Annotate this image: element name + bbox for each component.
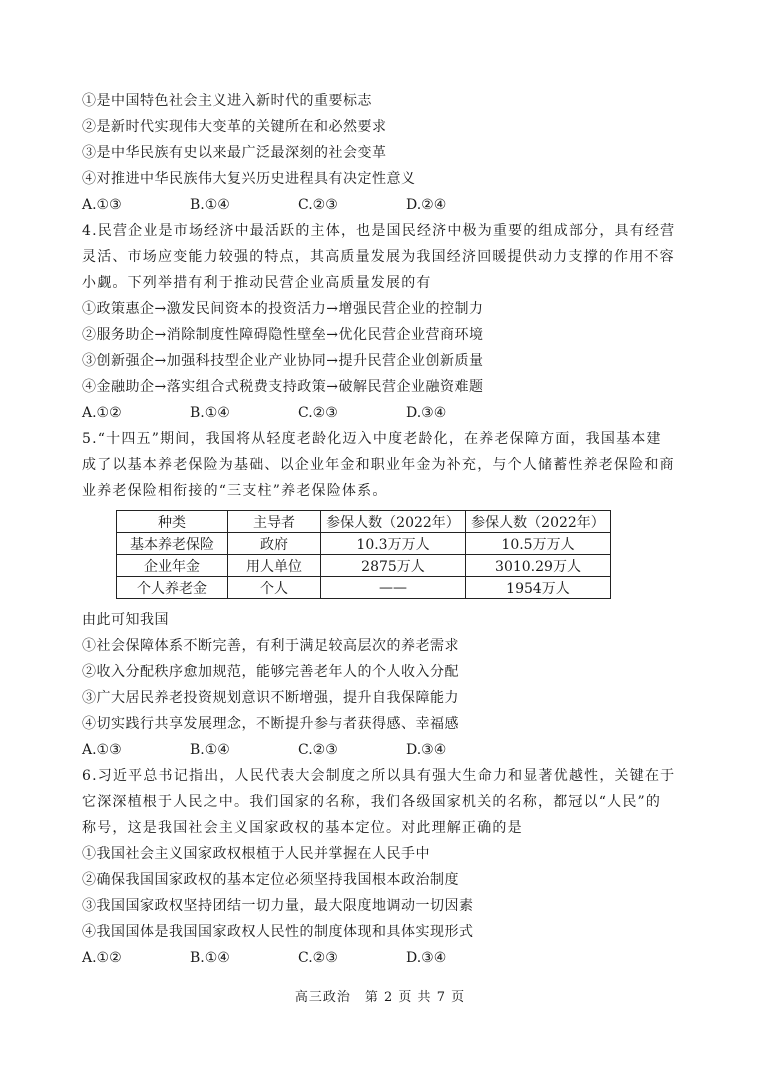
choice-d: D.③④ bbox=[406, 950, 447, 966]
choice-d: D.③④ bbox=[406, 742, 447, 758]
table-row bbox=[117, 555, 611, 577]
choice-c: C.②③ bbox=[298, 742, 338, 758]
option-statement: ②是新时代实现伟大变革的关键所在和必然要求 bbox=[82, 119, 387, 135]
question-3-choices bbox=[82, 192, 682, 218]
choice-a: A.①③ bbox=[82, 197, 122, 213]
choice-b: B.①④ bbox=[190, 950, 230, 966]
choice-c: C.②③ bbox=[298, 405, 338, 421]
option-statement: ④金融助企→落实组合式税费支持政策→破解民营企业融资难题 bbox=[82, 379, 484, 395]
table-cell: 10.3万万人 bbox=[321, 533, 466, 555]
option-statement: ①社会保障体系不断完善，有利于满足较高层次的养老需求 bbox=[82, 638, 459, 654]
option-statement: ①是中国特色社会主义进入新时代的重要标志 bbox=[82, 93, 372, 109]
question-6-items bbox=[82, 841, 682, 945]
question-3-items bbox=[82, 88, 682, 192]
choice-a: A.①③ bbox=[82, 742, 122, 758]
table-cell: 3010.29万人 bbox=[466, 555, 611, 577]
option-statement: ④我国国体是我国国家政权人民性的制度体现和具体实现形式 bbox=[82, 924, 474, 940]
question-4-items bbox=[82, 296, 682, 400]
option-statement: ②确保我国国家政权的基本定位必须坚持我国根本政治制度 bbox=[82, 872, 459, 888]
question-5-stem bbox=[82, 426, 682, 504]
table-cell: 个人 bbox=[228, 577, 321, 599]
table-cell: 个人养老金 bbox=[117, 577, 228, 599]
question-4-choices bbox=[82, 400, 682, 426]
stem-line: 4.民营企业是市场经济中最活跃的主体，也是国民经济中极为重要的组成部分，具有经营 bbox=[82, 223, 676, 239]
table-header: 参保人数（2022年） bbox=[466, 511, 611, 533]
question-6-stem bbox=[82, 763, 682, 841]
table-cell: 10.5万万人 bbox=[466, 533, 611, 555]
table-cell: 用人单位 bbox=[228, 555, 321, 577]
stem-line: 它深深植根于人民之中。我们国家的名称，我们各级国家机关的名称，都冠以“人民”的 bbox=[82, 794, 662, 810]
choice-b: B.①④ bbox=[190, 197, 230, 213]
question-4-stem bbox=[82, 218, 682, 296]
choice-b: B.①④ bbox=[190, 742, 230, 758]
question-5-lead: 由此可知我国 bbox=[82, 612, 169, 628]
question-5-choices bbox=[82, 737, 682, 763]
choice-b: B.①④ bbox=[190, 405, 230, 421]
table-header: 参保人数（2022年） bbox=[321, 511, 466, 533]
table-row bbox=[117, 577, 611, 599]
table-header: 主导者 bbox=[228, 511, 321, 533]
table-cell: —— bbox=[321, 577, 466, 599]
option-statement: ①政策惠企→激发民间资本的投资活力→增强民营企业的控制力 bbox=[82, 301, 484, 317]
stem-line: 灵活、市场应变能力较强的特点，其高质量发展为我国经济回暖提供动力支撑的作用不容 bbox=[82, 249, 675, 265]
choice-a: A.①② bbox=[82, 405, 122, 421]
option-statement: ②服务助企→消除制度性障碍隐性壁垒→优化民营企业营商环境 bbox=[82, 327, 484, 343]
table-cell: 2875万人 bbox=[321, 555, 466, 577]
stem-line: 成了以基本养老保险为基础、以企业年金和职业年金为补充，与个人储蓄性养老保险和商 bbox=[82, 457, 675, 473]
option-statement: ③我国国家政权坚持团结一切力量，最大限度地调动一切因素 bbox=[82, 898, 474, 914]
question-5-items bbox=[82, 633, 682, 737]
option-statement: ④对推进中华民族伟大复兴历史进程具有决定性意义 bbox=[82, 171, 416, 187]
stem-line: 称号，这是我国社会主义国家政权的基本定位。对此理解正确的是 bbox=[82, 820, 523, 836]
table-header: 种类 bbox=[117, 511, 228, 533]
choice-c: C.②③ bbox=[298, 950, 338, 966]
option-statement: ③是中华民族有史以来最广泛最深刻的社会变革 bbox=[82, 145, 387, 161]
option-statement: ③创新强企→加强科技型企业产业协同→提升民营企业创新质量 bbox=[82, 353, 484, 369]
choice-c: C.②③ bbox=[298, 197, 338, 213]
table-cell: 基本养老保险 bbox=[117, 533, 228, 555]
pension-table bbox=[116, 510, 611, 599]
table-row bbox=[117, 533, 611, 555]
option-statement: ③广大居民养老投资规划意识不断增强，提升自我保障能力 bbox=[82, 690, 459, 706]
stem-line: 小觑。下列举措有利于推动民营企业高质量发展的有 bbox=[82, 275, 432, 291]
stem-line: 业养老保险相衔接的“三支柱”养老保险体系。 bbox=[82, 483, 388, 499]
exam-page bbox=[82, 88, 682, 971]
choice-a: A.①② bbox=[82, 950, 122, 966]
choice-d: D.②④ bbox=[406, 197, 447, 213]
page-footer: 高三政治 第 2 页 共 7 页 bbox=[294, 990, 466, 1005]
question-6-choices bbox=[82, 945, 682, 971]
option-statement: ④切实践行共享发展理念，不断提升参与者获得感、幸福感 bbox=[82, 716, 459, 732]
table-header-row bbox=[117, 511, 611, 533]
table-cell: 政府 bbox=[228, 533, 321, 555]
stem-line: 5.“十四五”期间，我国将从轻度老龄化迈入中度老龄化，在养老保障方面，我国基本建 bbox=[82, 431, 662, 447]
option-statement: ②收入分配秩序愈加规范，能够完善老年人的个人收入分配 bbox=[82, 664, 459, 680]
table-cell: 1954万人 bbox=[466, 577, 611, 599]
stem-line: 6.习近平总书记指出，人民代表大会制度之所以具有强大生命力和显著优越性，关键在于 bbox=[82, 768, 676, 784]
option-statement: ①我国社会主义国家政权根植于人民并掌握在人民手中 bbox=[82, 846, 430, 862]
table-cell: 企业年金 bbox=[117, 555, 228, 577]
choice-d: D.③④ bbox=[406, 405, 447, 421]
